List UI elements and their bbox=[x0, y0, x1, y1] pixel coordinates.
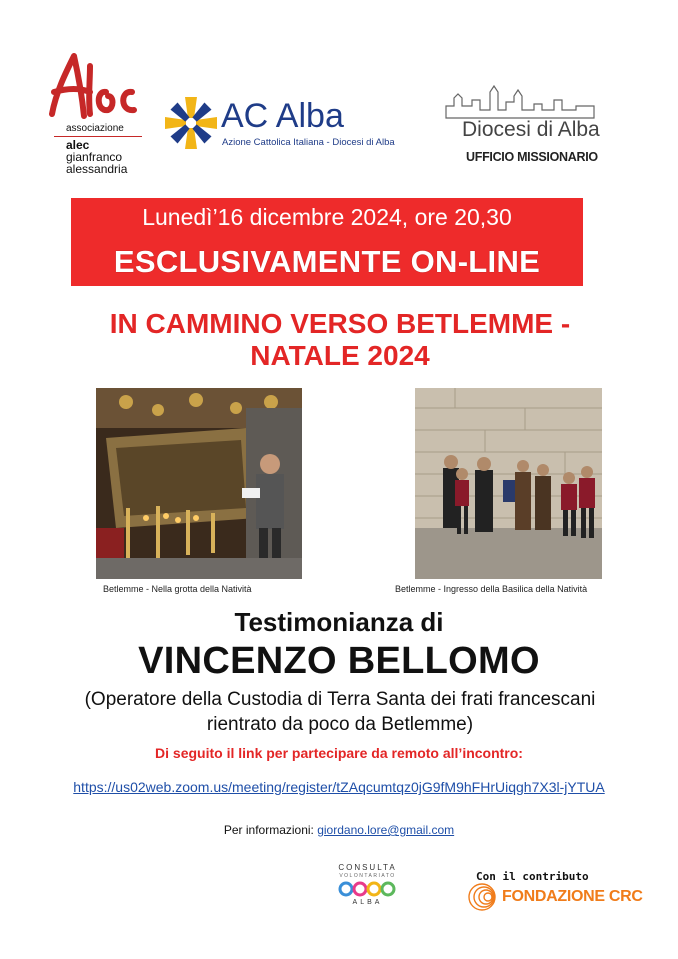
consulta-volontariato-logo bbox=[330, 863, 405, 915]
testimony-label: Testimonianza di bbox=[234, 607, 444, 637]
alec-assoc-text: associazione bbox=[66, 123, 124, 134]
photo-caption-right: Betlemme - Ingresso della Basilica della Natività bbox=[395, 584, 588, 594]
link-intro: Di seguito il link per partecipare da remoto all’incontro: bbox=[155, 745, 523, 761]
alec-short-text: alec bbox=[66, 138, 90, 152]
alec-divider bbox=[54, 136, 142, 137]
crc-rings-icon bbox=[466, 882, 500, 912]
contact-info bbox=[0, 823, 678, 837]
consulta-subtitle: VOLONTARIATO bbox=[339, 873, 396, 879]
diocesi-subtitle: UFFICIO MISSIONARIO bbox=[466, 150, 598, 164]
consulta-circles-icon bbox=[338, 881, 398, 897]
consulta-title: CONSULTA bbox=[338, 863, 397, 872]
speaker-description-line1: (Operatore della Custodia di Terra Santa dei frati francescani bbox=[84, 689, 596, 710]
photo-nativity-grotto bbox=[96, 388, 302, 579]
event-title bbox=[60, 308, 620, 372]
consulta-city: ALBA bbox=[352, 899, 383, 906]
event-banner bbox=[71, 198, 583, 286]
contact-label: Per informazioni: bbox=[223, 823, 318, 837]
alec-name-first: gianfranco bbox=[66, 150, 123, 164]
zoom-meeting-link[interactable]: https://us02web.zoom.us/meeting/register/tZAqcumtqz0jG9fM9hFHrUiqgh7X3l-jYTUA bbox=[73, 779, 605, 795]
diocesi-name: Diocesi di Alba bbox=[462, 118, 600, 141]
alec-name-last: alessandria bbox=[66, 162, 128, 176]
city-skyline-icon bbox=[444, 80, 604, 120]
diocesi-logo bbox=[440, 78, 640, 173]
ac-alba-subtitle: Azione Cattolica Italiana - Diocesi di Alba bbox=[222, 137, 395, 148]
event-title-line1: IN CAMMINO VERSO BETLEMME - bbox=[109, 308, 571, 339]
alec-scribble-icon bbox=[44, 52, 144, 122]
contribution-label: Con il contributo bbox=[476, 870, 589, 883]
speaker-name: VINCENZO BELLOMO bbox=[138, 640, 540, 682]
crc-name: FONDAZIONE CRC bbox=[502, 888, 643, 905]
ac-alba-name: AC Alba bbox=[221, 97, 344, 135]
speaker-description bbox=[40, 688, 640, 737]
photo-basilica-entrance bbox=[415, 388, 602, 579]
event-title-line2: NATALE 2024 bbox=[250, 340, 430, 372]
speaker-description-line2: rientrato da poco da Betlemme) bbox=[206, 713, 474, 735]
alec-logo bbox=[40, 52, 155, 182]
ac-alba-emblem-icon bbox=[165, 95, 217, 151]
event-date: Lunedì’16 dicembre 2024, ore 20,30 bbox=[142, 204, 512, 230]
contact-email-link[interactable]: giordano.lore@gmail.com bbox=[317, 823, 455, 837]
photo-caption-left: Betlemme - Nella grotta della Natività bbox=[103, 584, 252, 594]
fondazione-crc-logo bbox=[466, 882, 643, 912]
event-mode: ESCLUSIVAMENTE ON-LINE bbox=[113, 244, 541, 279]
ac-alba-logo bbox=[165, 95, 435, 155]
